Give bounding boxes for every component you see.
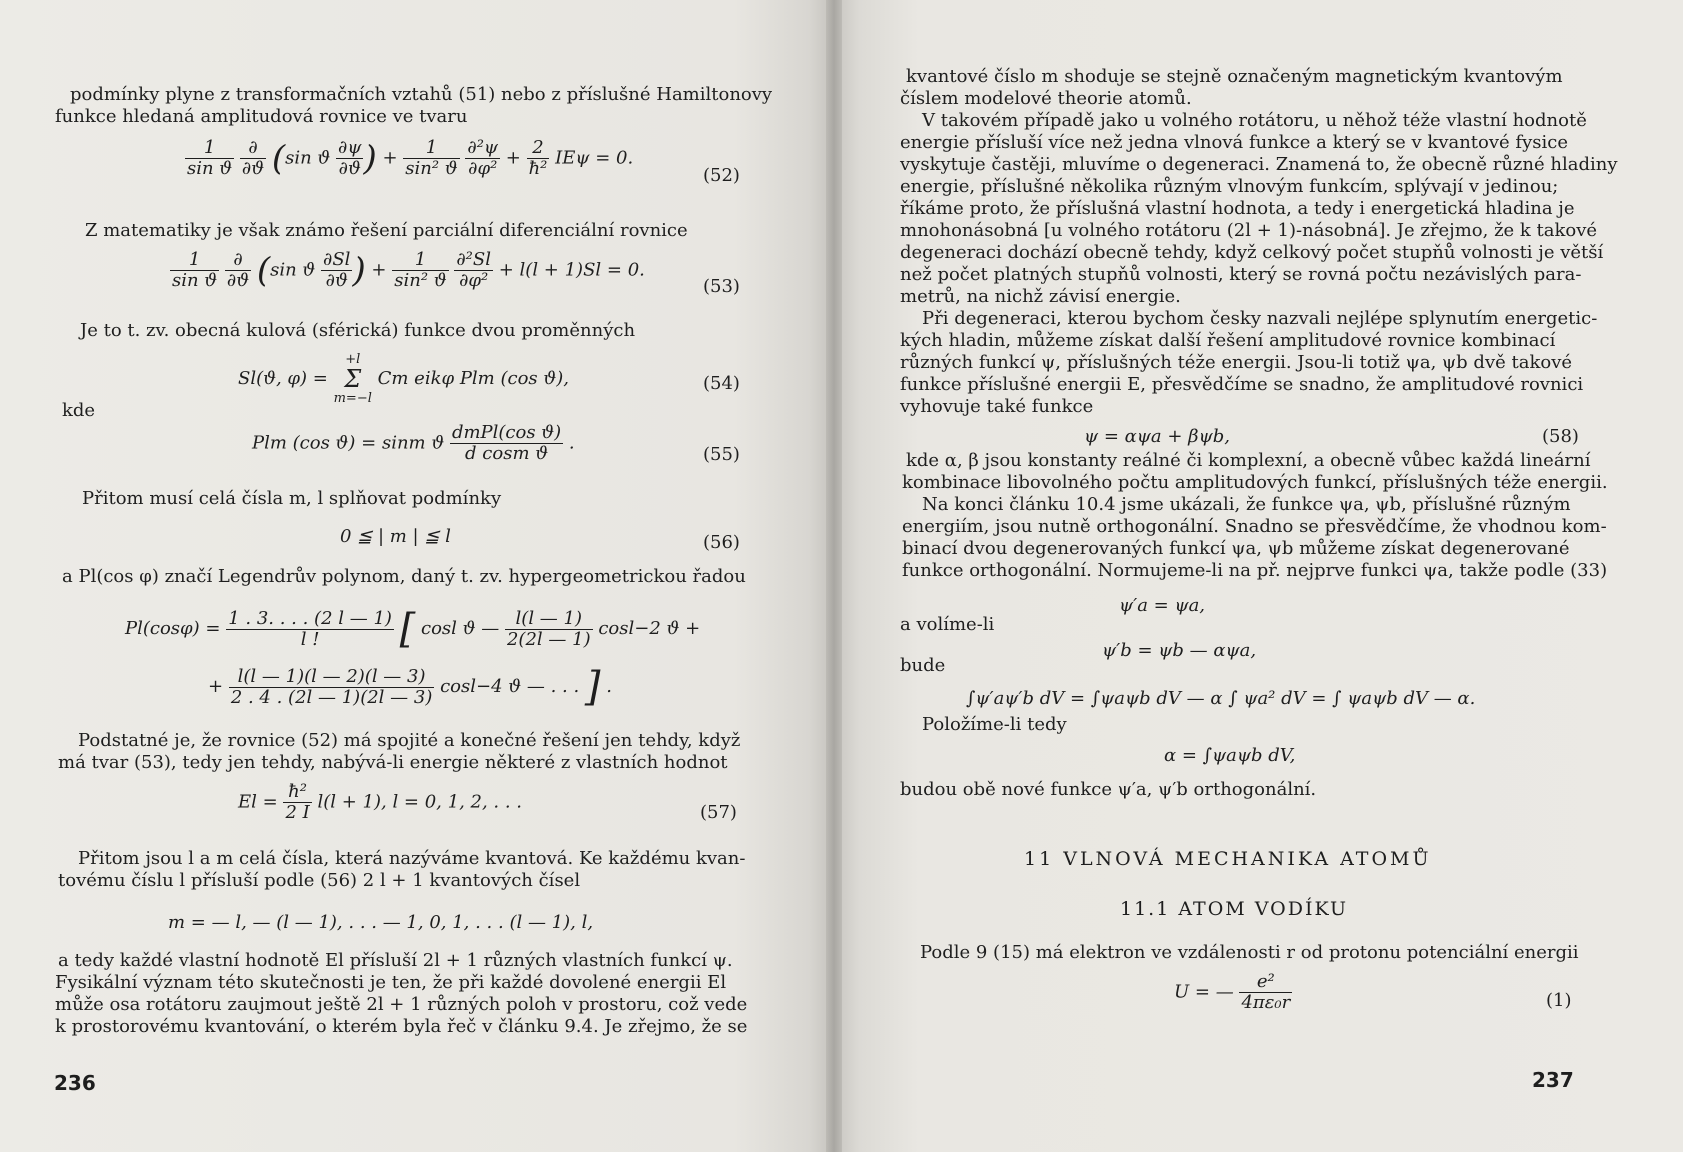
eq-term: m=−l [333,391,372,406]
text-line: tovému číslu l přísluší podle (56) 2 l + 1 kvantových čísel [58,870,581,891]
eq-term: +l [345,352,361,367]
equation-psi-b: ψ′b = ψb — αψa, [1102,640,1257,661]
eq-term: 4πε₀r [1241,992,1291,1013]
text-line: degeneraci dochází obecně tehdy, když celkový počet stupňů volnosti je větší [900,242,1604,263]
equation-number: (54) [703,373,740,394]
book-gutter [826,0,842,1152]
text-line: vyskytuje častěji, mluvíme o degeneraci. Znamená to, že obecně různé hladiny [900,154,1618,175]
text-line: může osa rotátoru zaujmout ještě 2l + 1 různých poloh v prostoru, což vede [55,994,748,1015]
text-line: Při degeneraci, kterou bychom česky nazvali nejlépe splynutím energetic- [922,308,1598,329]
legendre-equation-row2: + $\frac{l(l — 1)(l — 2)(l — 3)}{2 . 4 . (2l — 1)(2l — 3)}$ cosl−4 ϑ — . . . ] . [208,664,612,710]
eq-term: sin² ϑ [394,270,447,291]
text-line: Z matematiky je však známo řešení parciální diferenciální rovnice [85,220,688,241]
quantum-number-sequence: m = — l, — (l — 1), . . . — 1, 0, 1, . . . (l — 1), l, [168,912,594,933]
eq-term: ∂ϑ [325,270,348,291]
equation-number: (55) [703,444,740,465]
eq-term: ħ² [283,782,311,803]
text-line: podmínky plyne z transformačních vztahů (51) nebo z příslušné Hamiltonovy [70,84,773,105]
eq-term: cosl−2 ϑ + [598,618,701,639]
eq-term: ∂φ² [459,270,489,291]
eq-term: Plm (cos ϑ) = sinm ϑ [252,432,445,454]
text-line: funkce hledaná amplitudová rovnice ve tvaru [55,106,468,127]
eq-term: ∂ϑ [226,270,250,291]
equation-alpha: α = ∫ψaψb dV, [1164,745,1296,766]
text-line: funkce orthogonální. Normujeme-li na př. nejprve funkci ψa, takže podle (33) [902,560,1608,581]
eq-term: 1 [185,138,234,159]
eq-term: e² [1239,972,1292,993]
eq-term: 2 [527,138,550,159]
eq-term: Pl(cosφ) = [125,618,221,639]
equation-psi-a: ψ′a = ψa, [1119,595,1206,616]
eq-term: ∂ψ [338,137,362,158]
text-line: kvantové číslo m shoduje se stejně označeným magnetickým kvantovým [906,66,1563,87]
eq-term: ħ² [528,158,548,179]
section-heading: 11.1 ATOM VODÍKU [1120,898,1349,920]
eq-term: l ! [300,628,320,650]
text-line: a tedy každé vlastní hodnotě El přísluší 2l + 1 různých vlastních funkcí ψ. [58,950,733,971]
text-line: funkce příslušné energii E, přesvědčíme se snadno, že amplitudové rovnici [900,374,1584,395]
eq-term: U = — [1174,981,1234,1003]
page-number: 236 [54,1071,96,1095]
equation-52: $\frac{1}{\text{sin ϑ}}$ $\frac{\partial}{\partial ϑ}$ (sin ϑ $\frac{\partial\psi}{\partial ϑ}$ ) + $\frac{1}{\text{sin² ϑ}}$ $\frac{\text{∂²ψ}}{\text{∂φ²}}$ + $\frac{2}{\text{ħ²}}$ IEψ = 0. [187,137,634,179]
equation-number: (1) [1546,990,1572,1011]
eq-term: l(l — 1)(l — 2)(l — 3) [229,667,435,688]
equation-54 [238,352,569,406]
eq-term: sin ϑ [187,158,233,179]
text-line: vyhovuje také funkce [900,396,1094,417]
eq-term: ∂ϑ [338,158,361,179]
equation-number: (53) [703,276,740,297]
eq-term: Cm eikφ Plm (cos ϑ), [377,368,569,389]
text-line: energie přísluší více než jedna vlnová funkce a který se v kvantové fysice [900,132,1568,153]
text-line: V takovém případě jako u volného rotátoru, u něhož téže vlastní hodnotě [922,110,1587,131]
eq-term: sin² ϑ [405,158,458,179]
legendre-equation-row1: Pl(cosφ) = $\frac{1 . 3. . . . (2 l — 1)}{l !}$ [ cosl ϑ — $\frac{l(l — 1)}{2(2l — 1)}$ cosl−2 ϑ + [125,606,701,652]
equation-58: ψ = αψa + βψb, [1084,426,1230,447]
text-line: kde α, β jsou konstanty reálné či komplexní, a obecně vůbec každá lineární [906,450,1591,471]
equation-55: Plm (cos ϑ) = sinm ϑ $\frac{\text{dmPl(cos ϑ)}}{\text{d cosm ϑ}}$ . [252,422,575,464]
eq-term: ∂Sl [323,249,351,270]
text-line: a Pl(cos φ) značí Legendrův polynom, daný t. zv. hypergeometrickou řadou [62,566,746,587]
eq-term: 2(2l — 1) [506,628,591,650]
text-line: kde [62,400,96,421]
page-number: 237 [1532,1068,1574,1092]
eq-term: d cosm ϑ [465,443,549,464]
text-line: kých hladin, můžeme získat další řešení amplitudové rovnice kombinací [900,330,1556,351]
text-line: různých funkcí ψ, příslušných téže energii. Jsou-li totiž ψa, ψb dvě takové [900,352,1573,373]
text-line: Podle 9 (15) má elektron ve vzdálenosti r od protonu potenciální energii [920,942,1579,963]
text-line: energiím, jsou nutně orthogonální. Snadno se přesvědčíme, že vhodnou kom- [902,516,1607,537]
equation-53: $\frac{1}{\text{sin ϑ}}$ $\frac{\partial}{\partial ϑ}$ (sin ϑ $\frac{\partial Sl}{\partial ϑ}$ ) + $\frac{1}{\text{sin² ϑ}}$ $\frac{\text{∂²Sl}}{\text{∂φ²}}$ + l(l + 1)Sl = 0. [172,249,645,291]
text-line: metrů, na nichž závisí energie. [900,286,1181,307]
text-line: Je to t. zv. obecná kulová (sférická) funkce dvou proměnných [80,320,636,341]
equation-56: 0 ≦ | m | ≦ l [340,526,451,547]
eq-term: Sl(ϑ, φ) = [238,368,328,389]
eq-term: cosl ϑ — [421,618,500,639]
eq-term: ∂ [240,138,266,159]
equation-number: (52) [703,165,740,186]
eq-term: 1 [403,138,459,159]
text-line: číslem modelové theorie atomů. [900,88,1192,109]
right-page [834,0,1683,1152]
eq-term: sin ϑ [270,259,316,281]
eq-term: ∂²ψ [467,137,499,158]
equation-number: (56) [703,532,740,553]
equation-1 [1174,972,1292,1013]
text-line: energie, příslušné několika různým vlnovým funkcím, splývají v jedinou; [900,176,1559,197]
equation-integral: ∫ψ′aψ′b dV = ∫ψaψb dV — α ∫ ψa² dV = ∫ ψaψb dV — α. [966,688,1476,709]
eq-term: ∂φ² [468,158,498,179]
eq-term: IEψ = 0. [555,147,634,169]
eq-term: cosl−4 ϑ — . . . [440,676,580,697]
eq-term: ∂ϑ [241,158,265,179]
text-line: binací dvou degenerovaných funkcí ψa, ψb můžeme získat degenerované [902,538,1570,559]
text-line: a volíme-li [900,614,995,635]
text-line: Na konci článku 10.4 jsme ukázali, že funkce ψa, ψb, příslušné různým [922,494,1571,515]
text-line: kombinace libovolného počtu amplitudových funkcí, příslušných téže energii. [902,472,1608,493]
eq-term: 1 [170,250,219,271]
eq-term: ∂²Sl [456,249,491,270]
eq-term: l(l + 1), l = 0, 1, 2, . . . [317,791,523,813]
eq-term: dmPl(cos ϑ) [451,422,562,443]
eq-term: + l(l + 1)Sl = 0. [498,259,645,281]
left-page [0,0,834,1152]
chapter-heading: 11 VLNOVÁ MECHANIKA ATOMŮ [1024,848,1432,870]
eq-term: l(l — 1) [505,609,593,630]
text-line: než počet platných stupňů volnosti, který se rovná počtu nezávislých para- [900,264,1582,285]
eq-term: 2 I [285,802,310,823]
text-line: k prostorovému kvantování, o kterém byla řeč v článku 9.4. Je zřejmo, že se [55,1016,748,1037]
text-line: má tvar (53), tedy jen tehdy, nabývá-li energie některé z vlastních hodnot [58,752,728,773]
equation-number: (58) [1542,426,1579,447]
text-line: mnohonásobná [u volného rotátoru (2l + 1)-násobná]. Je zřejmo, že k takové [900,220,1598,241]
text-line: Podstatné je, že rovnice (52) má spojité a konečné řešení jen tehdy, když [78,730,741,751]
text-line: Přitom musí celá čísla m, l splňovat podmínky [82,488,502,509]
text-line: Fysikální význam této skutečnosti je ten, že při každé dovolené energii El [55,972,727,993]
text-line: Položíme-li tedy [922,714,1067,735]
equation-number: (57) [700,802,737,823]
eq-term: 1 [392,250,448,271]
equation-57 [238,782,522,823]
text-line: Přitom jsou l a m celá čísla, která nazýváme kvantová. Ke každému kvan- [78,848,746,869]
eq-term: Σ [344,365,362,393]
eq-term: sin ϑ [285,147,331,169]
eq-term: ∂ [225,250,251,271]
eq-term: 1 . 3. . . . (2 l — 1) [228,607,392,629]
text-line: budou obě nové funkce ψ′a, ψ′b orthogonální. [900,779,1317,800]
eq-term: 2 . 4 . (2l — 1)(2l — 3) [230,686,433,708]
text-line: říkáme proto, že příslušná vlastní hodnota, a tedy i energetická hladina je [900,198,1575,219]
eq-term: sin ϑ [172,270,218,291]
eq-term: El = [238,791,278,813]
text-line: bude [900,655,946,676]
